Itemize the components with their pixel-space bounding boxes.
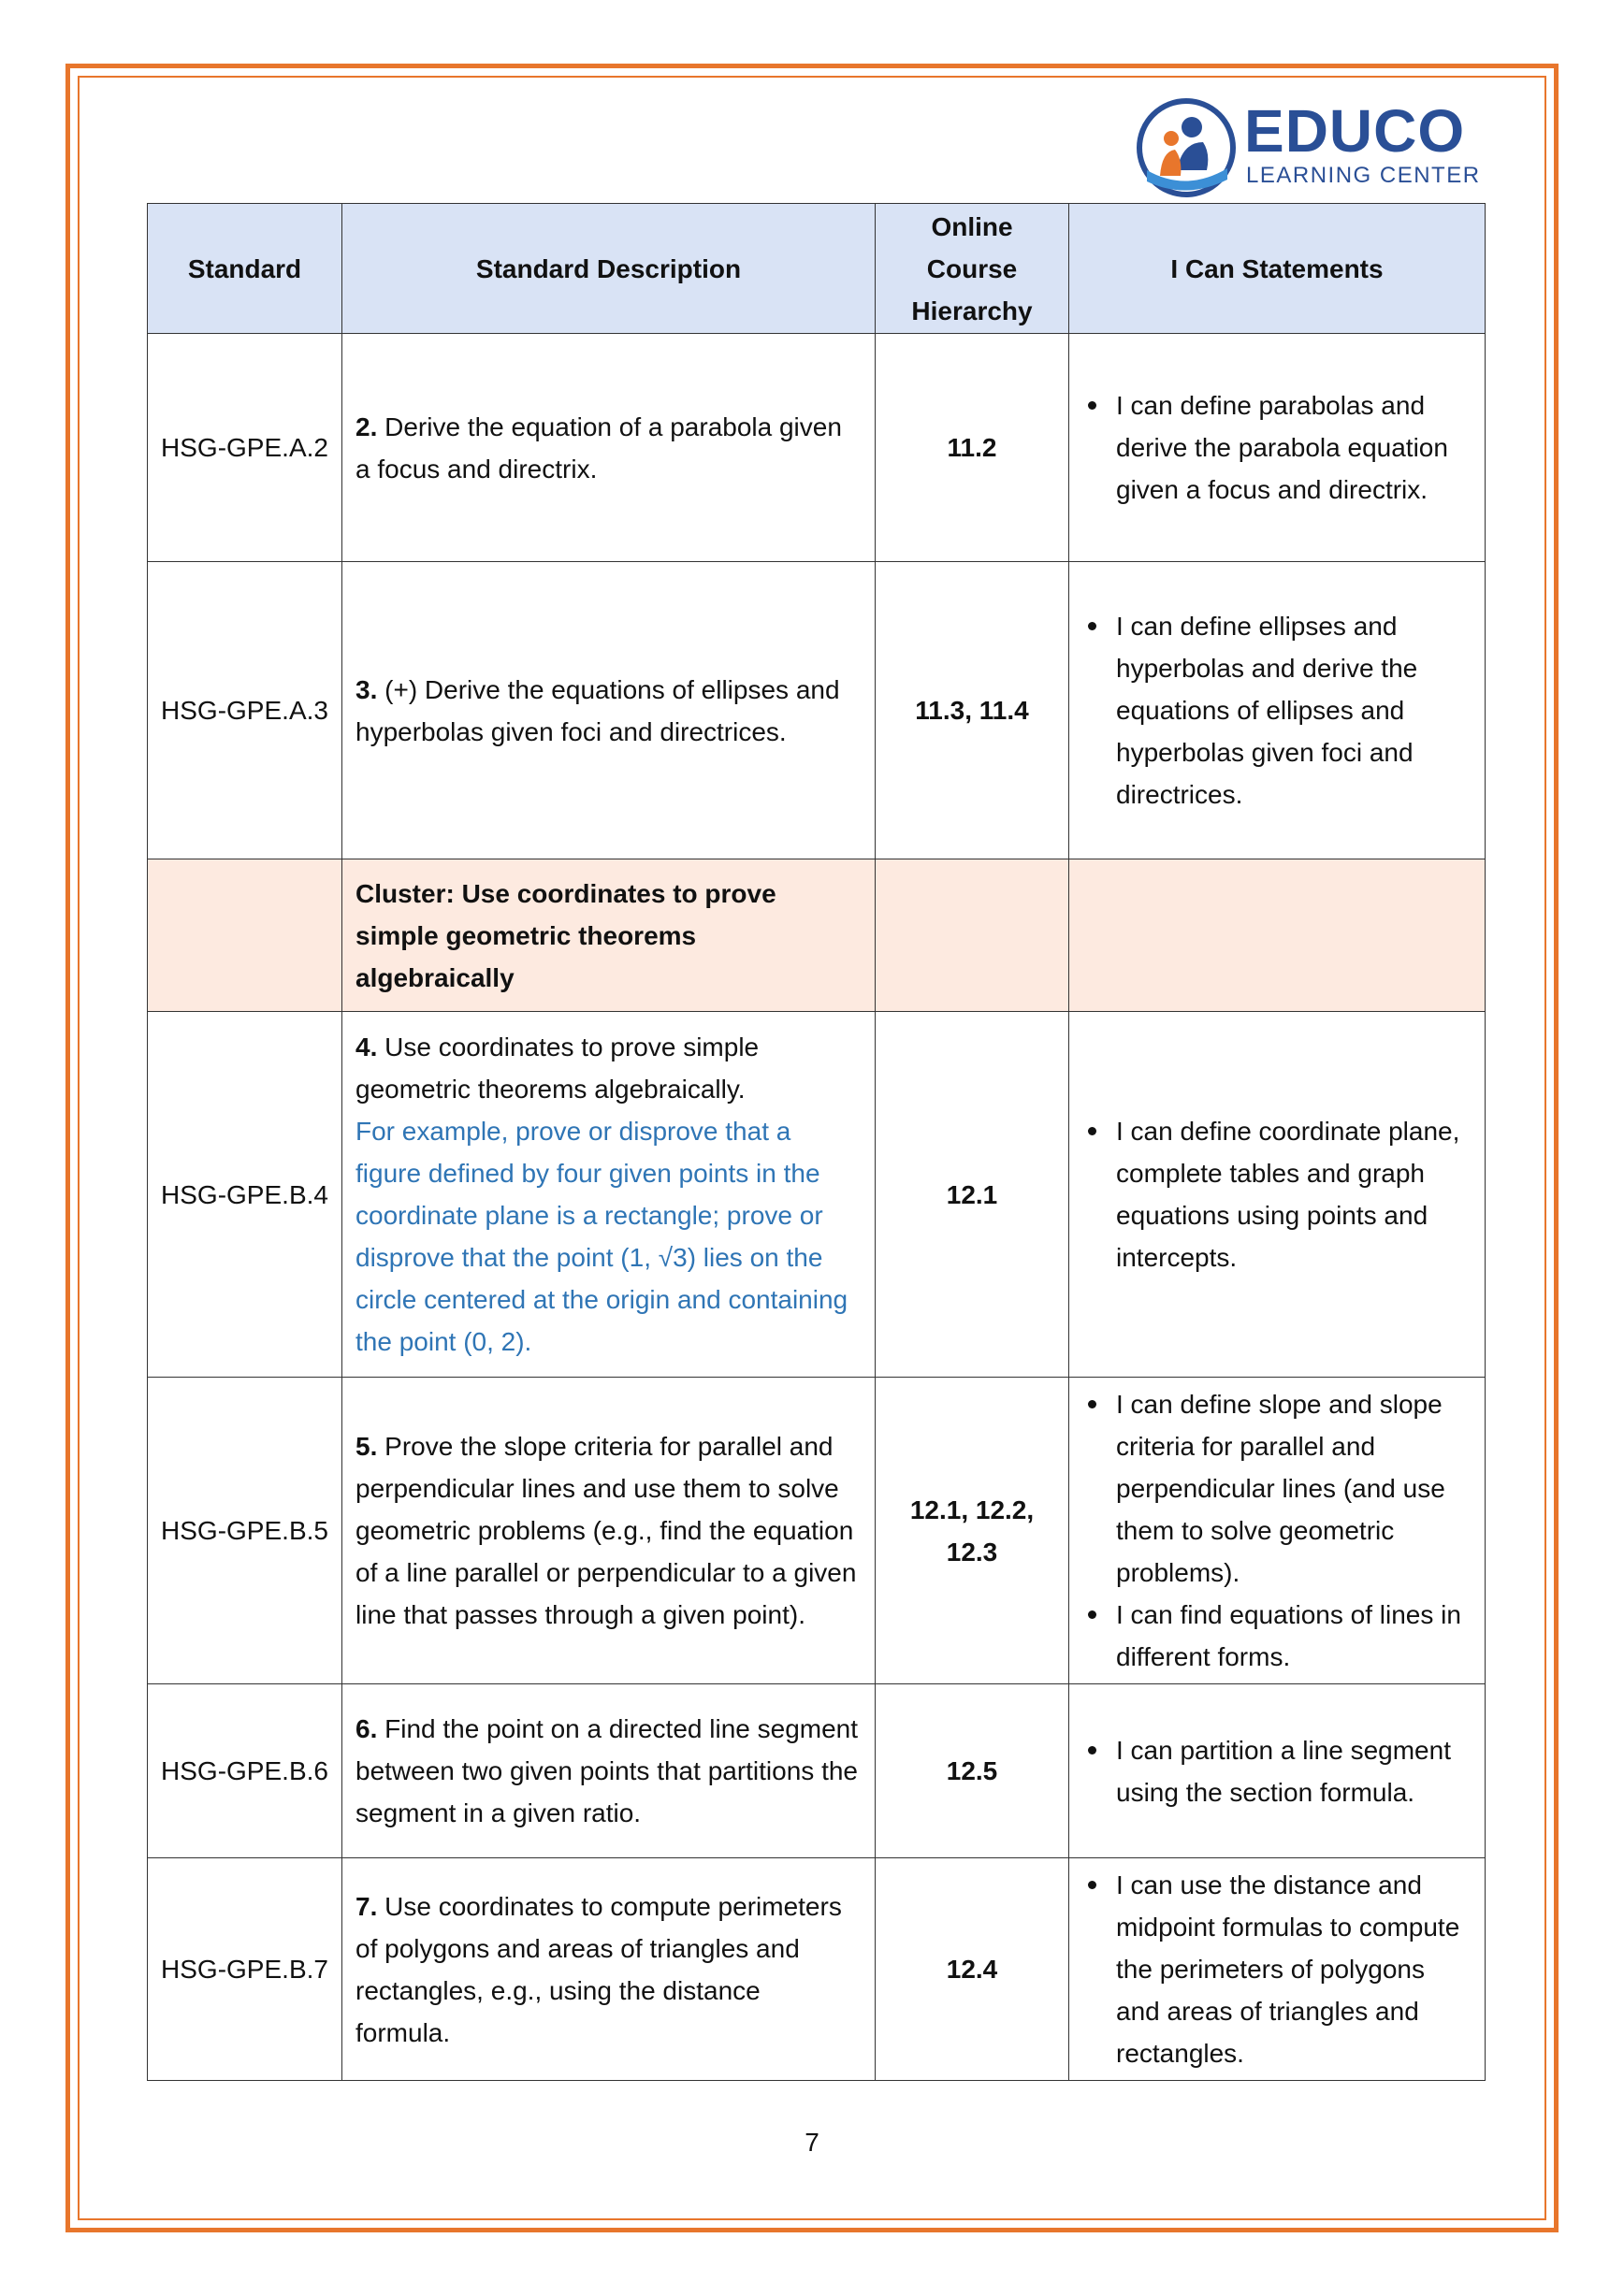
course-hierarchy-value: 12.1, 12.2, 12.3 xyxy=(909,1495,1035,1567)
standard-number: 5. xyxy=(355,1432,378,1461)
cluster-row xyxy=(148,859,1486,1012)
course-hierarchy: 12.1 xyxy=(876,1012,1069,1378)
course-hierarchy: 12.5 xyxy=(876,1684,1069,1858)
course-hierarchy: 11.2 xyxy=(876,334,1069,562)
logo-subtitle-text: LEARNING CENTER xyxy=(1246,163,1481,188)
cluster-empty-cell xyxy=(1069,859,1486,1012)
table-row xyxy=(148,562,1486,859)
ican-statement: I can partition a line segment using the section formula. xyxy=(1082,1729,1472,1813)
description-text: Prove the slope criteria for parallel and perpendicular lines and use them to solve geometric problems (e.g., find the equation of a line parallel or perpendicular to a given line that passes through a given point). xyxy=(355,1432,857,1629)
table-header-row xyxy=(148,204,1486,334)
standard-description xyxy=(342,562,876,859)
description-text: Use coordinates to prove simple geometric theorems algebraically. xyxy=(355,1032,760,1104)
standard-description xyxy=(342,1012,876,1378)
header-ican: I Can Statements xyxy=(1069,204,1486,334)
ican-statement: I can find equations of lines in different forms. xyxy=(1082,1594,1472,1678)
standard-code: HSG-GPE.B.6 xyxy=(148,1684,342,1858)
standard-code: HSG-GPE.B.5 xyxy=(148,1378,342,1684)
standard-number: 2. xyxy=(355,412,378,441)
header-standard: Standard xyxy=(148,204,342,334)
header-hierarchy-label: Online Course Hierarchy xyxy=(911,211,1033,325)
course-hierarchy: 12.4 xyxy=(876,1858,1069,2081)
standard-code: HSG-GPE.B.4 xyxy=(148,1012,342,1378)
standard-description xyxy=(342,1858,876,2081)
logo-brand-text: EDUCO xyxy=(1244,97,1466,165)
standard-code: HSG-GPE.A.2 xyxy=(148,334,342,562)
standards-table xyxy=(147,203,1486,2081)
ican-statement: I can define ellipses and hyperbolas and derive the equations of ellipses and hyperbolas given foci and directrices. xyxy=(1082,605,1472,816)
header-hierarchy xyxy=(876,204,1069,334)
course-hierarchy xyxy=(876,1378,1069,1684)
ican-cell xyxy=(1069,334,1486,562)
table-row xyxy=(148,1378,1486,1684)
table-row xyxy=(148,1684,1486,1858)
ican-statement: I can define slope and slope criteria for parallel and perpendicular lines (and use them to solve geometric problems). xyxy=(1082,1383,1472,1594)
description-text: Use coordinates to compute perimeters of polygons and areas of triangles and rectangles, e.g., using the distance formula. xyxy=(355,1891,842,2047)
ican-cell xyxy=(1069,1378,1486,1684)
description-text: (+) Derive the equations of ellipses and hyperbolas given foci and directrices. xyxy=(355,674,840,746)
standard-number: 4. xyxy=(355,1032,378,1061)
standard-description xyxy=(342,1378,876,1684)
table-row xyxy=(148,1012,1486,1378)
standard-description xyxy=(342,334,876,562)
cluster-empty-cell xyxy=(876,859,1069,1012)
standard-number: 7. xyxy=(355,1891,378,1921)
standard-code: HSG-GPE.A.3 xyxy=(148,562,342,859)
standard-number: 3. xyxy=(355,674,378,704)
ican-cell xyxy=(1069,1684,1486,1858)
table-row xyxy=(148,334,1486,562)
ican-cell xyxy=(1069,562,1486,859)
course-hierarchy: 11.3, 11.4 xyxy=(876,562,1069,859)
ican-statement: I can define parabolas and derive the parabola equation given a focus and directrix. xyxy=(1082,384,1472,511)
description-text: Derive the equation of a parabola given a focus and directrix. xyxy=(355,412,842,484)
standard-code: HSG-GPE.B.7 xyxy=(148,1858,342,2081)
ican-cell xyxy=(1069,1012,1486,1378)
ican-cell xyxy=(1069,1858,1486,2081)
table-row xyxy=(148,1858,1486,2081)
standard-description xyxy=(342,1684,876,1858)
cluster-empty-cell xyxy=(148,859,342,1012)
header-description: Standard Description xyxy=(342,204,876,334)
page-number: 7 xyxy=(805,2128,819,2157)
standard-number: 6. xyxy=(355,1714,378,1743)
description-text: Find the point on a directed line segment between two given points that partitions the segment in a given ratio. xyxy=(355,1714,859,1827)
description-example: For example, prove or disprove that a figure defined by four given points in the coordinate plane is a rectangle; prove or disprove that the point (1, √3) lies on the circle centered at the origin and containing the point (0, 2). xyxy=(355,1117,848,1356)
cluster-title: Cluster: Use coordinates to prove simple geometric theorems algebraically xyxy=(342,859,876,1012)
ican-statement: I can define coordinate plane, complete tables and graph equations using points and intercepts. xyxy=(1082,1110,1472,1278)
ican-statement: I can use the distance and midpoint formulas to compute the perimeters of polygons and areas of triangles and rectangles. xyxy=(1082,1864,1472,2074)
logo-emblem-icon xyxy=(1134,95,1241,203)
educo-logo xyxy=(1134,95,1489,203)
